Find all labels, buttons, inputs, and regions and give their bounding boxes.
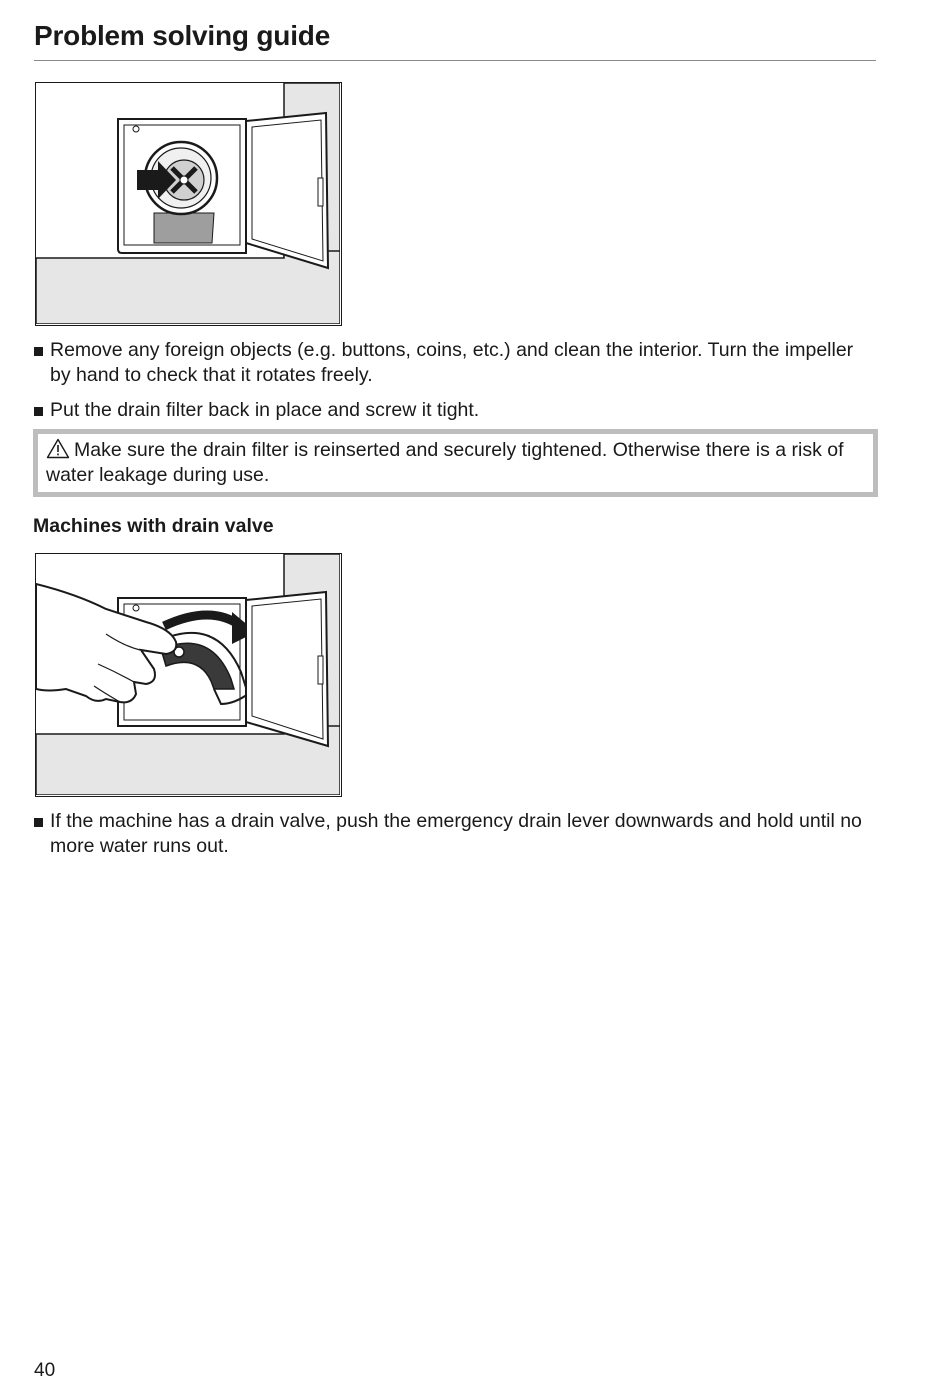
page-title: Problem solving guide <box>34 20 331 51</box>
instruction-item <box>34 338 864 387</box>
warning-text: Make sure the drain filter is reinserted and securely tightened. Otherwise there is a risk of water leakage during use. <box>46 439 844 486</box>
title-divider <box>34 60 876 61</box>
bullet-square-icon <box>34 407 43 416</box>
page-number: 40 <box>34 1360 56 1381</box>
section-heading: Machines with drain valve <box>33 515 274 537</box>
instruction-text: If the machine has a drain valve, push the emergency drain lever downwards and hold until no more water runs out. <box>50 810 862 857</box>
drain-filter-illustration <box>35 82 342 326</box>
bullet-square-icon <box>34 818 43 827</box>
instruction-item <box>34 809 864 858</box>
warning-triangle-icon <box>46 438 70 459</box>
instruction-text: Remove any foreign objects (e.g. buttons, coins, etc.) and clean the interior. Turn the impeller by hand to check that it rotates freely. <box>50 339 854 386</box>
warning-box <box>33 429 878 497</box>
instruction-item <box>34 398 864 423</box>
bullet-square-icon <box>34 347 43 356</box>
drain-filter-housing-drawing <box>36 83 340 324</box>
drain-valve-illustration <box>35 553 342 797</box>
drain-valve-lever-drawing <box>36 554 340 795</box>
instruction-text: Put the drain filter back in place and screw it tight. <box>50 399 480 421</box>
